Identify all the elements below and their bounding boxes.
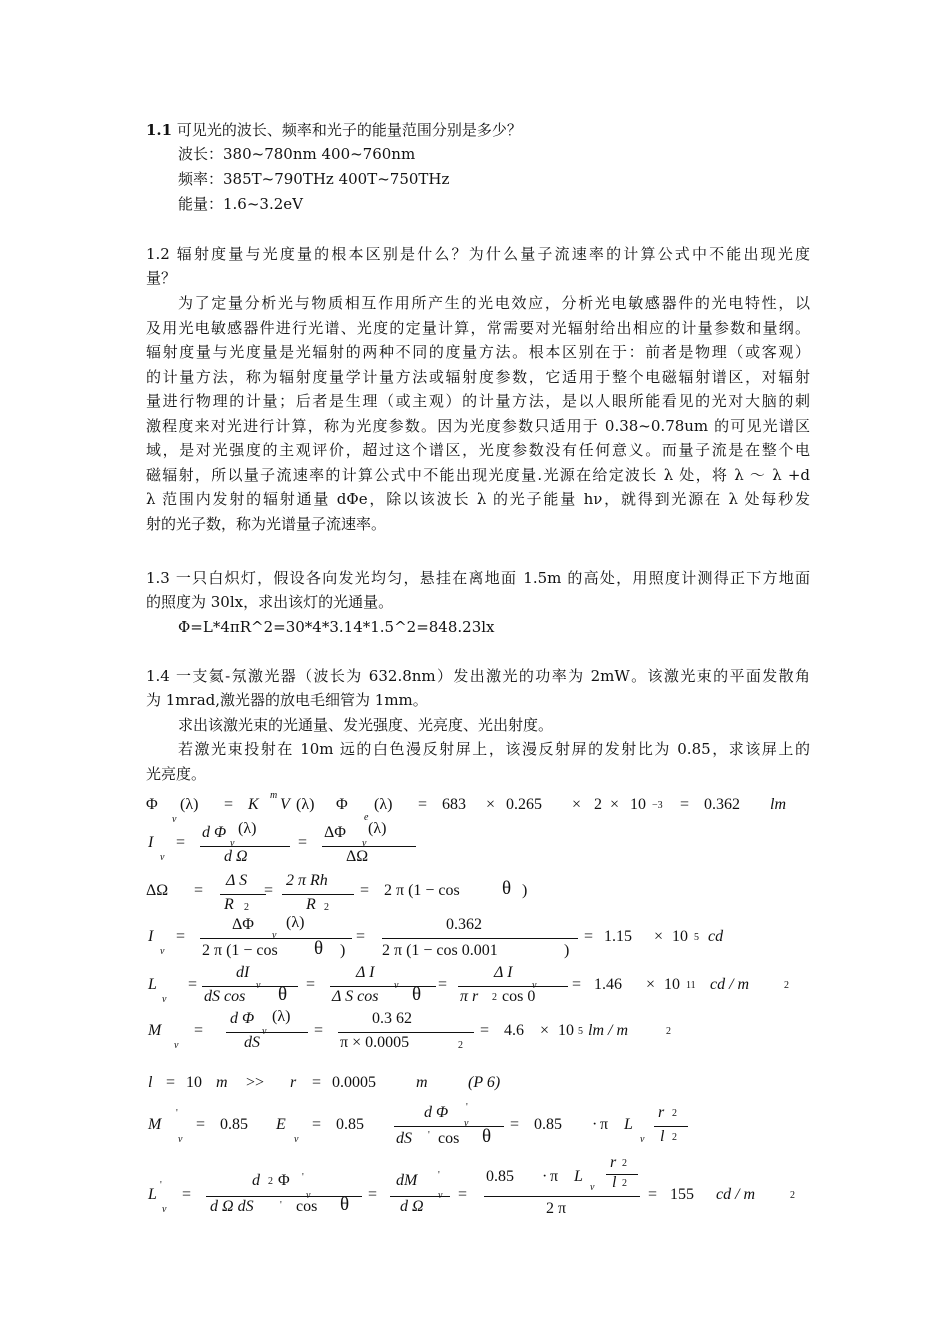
eq-equals: = bbox=[572, 976, 582, 993]
answer-paragraph-line: 辐射度量与光度量是光辐射的两种不同的度量方法。根本区别在于：前者是物理（或客观） bbox=[146, 343, 810, 361]
eq-result: 155 bbox=[670, 1186, 694, 1203]
eq-symbol: I bbox=[148, 834, 154, 851]
eq-symbol: l bbox=[148, 1074, 153, 1091]
eq-symbol: M bbox=[148, 1116, 162, 1133]
equation-intensity bbox=[146, 820, 810, 870]
eq-number: 0.85 bbox=[336, 1116, 364, 1133]
eq-theta: θ bbox=[314, 938, 324, 959]
eq-dot: · bbox=[592, 1116, 598, 1133]
question-1-4-line4: 若激光束投射在 10m 远的白色漫反射屏上，该漫反射屏的发射比为 0.85，求该屏上的 bbox=[178, 740, 810, 758]
eq-equals: = bbox=[194, 1022, 204, 1039]
eq-denominator: π × 0.0005 bbox=[340, 1034, 410, 1051]
fraction-bar bbox=[654, 1126, 688, 1127]
eq-sub: v bbox=[464, 1118, 469, 1129]
eq-arg: (λ) bbox=[238, 820, 257, 837]
eq-equals: = bbox=[166, 1074, 176, 1091]
fraction-bar bbox=[200, 938, 352, 939]
eq-denominator: cos bbox=[438, 1130, 460, 1147]
fraction-bar bbox=[390, 1196, 450, 1197]
eq-denominator: R bbox=[306, 896, 316, 913]
eq-numerator: 2 π Rh bbox=[286, 872, 328, 889]
answer-paragraph-line: 域，是对光强度的主观评价，超过这个谱区，光度参数没有任何意义。而量子流是在整个电 bbox=[146, 441, 810, 459]
eq-numerator: d bbox=[252, 1172, 260, 1189]
eq-number: 2 bbox=[594, 796, 602, 813]
question-number: 1.1 bbox=[146, 121, 173, 139]
eq-sub: v bbox=[532, 980, 537, 991]
eq-sub: v bbox=[162, 1204, 167, 1215]
eq-sub: v bbox=[590, 1182, 595, 1193]
eq-sub: v bbox=[162, 994, 167, 1005]
equation-screen-exitance bbox=[146, 1104, 810, 1152]
eq-equals: = bbox=[176, 834, 186, 851]
eq-sub: v bbox=[178, 1134, 183, 1145]
eq-expression: 2 π (1 − cos bbox=[384, 882, 460, 899]
eq-result: 1.46 bbox=[594, 976, 622, 993]
eq-unit: cd bbox=[708, 928, 724, 945]
eq-unit: lm bbox=[770, 796, 786, 813]
eq-arg: (λ) bbox=[180, 796, 199, 813]
answer-paragraph-line: 量进行物理的计量；后者是生理（或主观）的计量方法，是以人眼所能看见的光对大脑的刺 bbox=[146, 392, 810, 410]
equation-distance-condition bbox=[146, 1074, 810, 1100]
answer-wavelength: 波长：380~780nm 400~760nm bbox=[178, 145, 416, 163]
eq-exponent: −3 bbox=[652, 800, 663, 811]
eq-denominator: ΔΩ bbox=[346, 848, 369, 865]
eq-numerator: d Φ bbox=[230, 1010, 255, 1027]
eq-equals: = bbox=[360, 882, 370, 899]
eq-sub: v bbox=[174, 1040, 179, 1051]
eq-equals: = bbox=[648, 1186, 658, 1203]
eq-arg: (λ) bbox=[368, 820, 387, 837]
eq-sub: v bbox=[438, 1190, 443, 1201]
eq-numerator: r bbox=[610, 1154, 617, 1171]
question-text: 可见光的波长、频率和光子的能量范围分别是多少？ bbox=[176, 121, 522, 139]
eq-denominator: d Ω bbox=[400, 1198, 424, 1215]
eq-equals: = bbox=[510, 1116, 520, 1133]
eq-exponent: 2 bbox=[666, 1026, 671, 1037]
eq-equals: = bbox=[584, 928, 594, 945]
eq-exponent: 2 bbox=[268, 1176, 273, 1187]
eq-sub: v bbox=[172, 814, 177, 825]
eq-symbol: Φ bbox=[336, 796, 348, 813]
eq-numerator: ΔΦ bbox=[232, 916, 254, 933]
eq-sub: v bbox=[272, 930, 277, 941]
eq-prime: ' bbox=[160, 1180, 162, 1191]
question-1-4-line1: 1.4 一支氦-氖激光器（波长为 632.8nm）发出激光的功率为 2mW。该激光束的平面发散角 bbox=[146, 667, 810, 685]
eq-times: × bbox=[486, 796, 496, 813]
eq-numerator: Δ S bbox=[226, 872, 248, 889]
eq-exponent: 5 bbox=[578, 1026, 583, 1037]
eq-equals: = bbox=[224, 796, 234, 813]
question-1-4-line3: 求出该激光束的光通量、发光强度、光亮度、光出射度。 bbox=[178, 716, 554, 734]
eq-numerator: 0.362 bbox=[446, 916, 482, 933]
eq-prime: ' bbox=[280, 1200, 282, 1211]
eq-exponent: 2 bbox=[790, 1190, 795, 1201]
equation-exitance bbox=[146, 1010, 810, 1058]
eq-times: × bbox=[610, 796, 620, 813]
eq-unit: lm / m bbox=[588, 1022, 628, 1039]
eq-symbol: M bbox=[148, 1022, 162, 1039]
eq-theta: θ bbox=[502, 878, 512, 899]
eq-numerator: r bbox=[658, 1104, 665, 1121]
eq-denominator: l bbox=[660, 1128, 665, 1145]
eq-numerator: Φ bbox=[278, 1172, 290, 1189]
eq-numerator: ΔΦ bbox=[324, 824, 346, 841]
eq-symbol: E bbox=[276, 1116, 286, 1133]
eq-number: 10 bbox=[664, 976, 680, 993]
eq-sub: e bbox=[364, 812, 369, 823]
question-1-4-line2: 为 1mrad,激光器的放电毛细管为 1mm。 bbox=[146, 691, 428, 709]
answer-paragraph-line: λ 范围内发射的辐射通量 dΦe，除以该波长 λ 的光子能量 hν，就得到光源在 λ 处每秒发 bbox=[146, 490, 810, 508]
eq-denominator: dS bbox=[244, 1034, 260, 1051]
eq-denominator: 2 π (1 − cos bbox=[202, 942, 278, 959]
eq-denominator: R bbox=[224, 896, 234, 913]
eq-equals: = bbox=[298, 834, 308, 851]
eq-exponent: 2 bbox=[622, 1158, 627, 1169]
eq-prime: ' bbox=[176, 1108, 178, 1119]
eq-paren: ) bbox=[340, 942, 346, 959]
eq-result: 0.362 bbox=[704, 796, 740, 813]
eq-reference: (P 6) bbox=[468, 1074, 501, 1091]
eq-numerator: 0.3 62 bbox=[372, 1010, 412, 1027]
eq-symbol: Φ bbox=[146, 796, 158, 813]
eq-equals: = bbox=[188, 976, 198, 993]
answer-paragraph-line: 激程度来对光进行计算，称为光度参数。因为光度参数只适用于 0.38~0.78um 的可见光谱区 bbox=[146, 417, 810, 435]
eq-number: 0.0005 bbox=[332, 1074, 376, 1091]
fraction-bar bbox=[282, 894, 354, 895]
eq-pi: π bbox=[600, 1116, 609, 1133]
fraction-bar bbox=[606, 1174, 638, 1175]
eq-numerator: dI bbox=[236, 964, 250, 981]
eq-dot: · bbox=[542, 1168, 548, 1185]
eq-number: 0.85 bbox=[220, 1116, 248, 1133]
question-1-3-line2: 的照度为 30lx，求出该灯的光通量。 bbox=[146, 593, 394, 611]
eq-unit: m bbox=[416, 1074, 428, 1091]
eq-sub: m bbox=[270, 790, 278, 801]
eq-arg: (λ) bbox=[272, 1008, 291, 1025]
fraction-bar bbox=[206, 1196, 362, 1197]
eq-equals: = bbox=[438, 976, 448, 993]
eq-unit: cd / m bbox=[716, 1186, 756, 1203]
eq-denominator: dS bbox=[396, 1130, 412, 1147]
eq-number: 0.85 bbox=[486, 1168, 514, 1185]
eq-unit: cd / m bbox=[710, 976, 750, 993]
eq-denominator: cos 0 bbox=[502, 988, 536, 1005]
eq-arg: (λ) bbox=[374, 796, 393, 813]
eq-denominator: 2 π bbox=[546, 1200, 567, 1217]
eq-equals: = bbox=[194, 882, 204, 899]
question-1-4-line5: 光亮度。 bbox=[146, 765, 207, 783]
fraction-bar bbox=[220, 894, 266, 895]
fraction-bar bbox=[200, 846, 290, 847]
eq-equals: = bbox=[480, 1022, 490, 1039]
fraction-bar bbox=[226, 1032, 308, 1033]
eq-exponent: 2 bbox=[324, 902, 329, 913]
eq-equals: = bbox=[458, 1186, 468, 1203]
fraction-bar bbox=[484, 1196, 640, 1197]
eq-symbol: L bbox=[148, 976, 157, 993]
question-1-2-line2: 量？ bbox=[146, 269, 177, 287]
eq-times: × bbox=[540, 1022, 550, 1039]
eq-denominator: π r bbox=[460, 988, 479, 1005]
eq-numerator: dM bbox=[396, 1172, 418, 1189]
eq-paren: ) bbox=[564, 942, 570, 959]
eq-sub: v bbox=[230, 838, 235, 849]
eq-pi: π bbox=[550, 1168, 559, 1185]
eq-sub: v bbox=[160, 946, 165, 957]
eq-number: 10 bbox=[630, 796, 646, 813]
equation-intensity-value bbox=[146, 916, 810, 964]
eq-symbol: L bbox=[148, 1186, 157, 1203]
eq-sub: v bbox=[256, 980, 261, 991]
eq-equals: = bbox=[306, 976, 316, 993]
eq-number: 10 bbox=[558, 1022, 574, 1039]
eq-times: × bbox=[646, 976, 656, 993]
answer-paragraph-line: 磁辐射，所以量子流速率的计算公式中不能出现光度量.光源在给定波长 λ 处，将 λ ～ λ +d bbox=[146, 466, 810, 484]
eq-unit: m bbox=[216, 1074, 228, 1091]
eq-sub: v bbox=[262, 1026, 267, 1037]
eq-equals: = bbox=[312, 1116, 322, 1133]
eq-number: 10 bbox=[186, 1074, 202, 1091]
eq-exponent: 2 bbox=[244, 902, 249, 913]
answer-frequency: 频率：385T~790THz 400T~750THz bbox=[178, 170, 450, 188]
eq-much-greater: >> bbox=[246, 1074, 265, 1091]
eq-exponent: 5 bbox=[694, 932, 699, 943]
eq-exponent: 2 bbox=[784, 980, 789, 991]
eq-denominator: Δ S cos bbox=[332, 988, 379, 1005]
eq-equals: = bbox=[182, 1186, 192, 1203]
eq-number: 0.265 bbox=[506, 796, 542, 813]
eq-equals: = bbox=[264, 882, 274, 899]
eq-exponent: 2 bbox=[672, 1108, 677, 1119]
question-1-3-line1: 1.3 一只白炽灯，假设各向发光均匀，悬挂在离地面 1.5m 的高处，用照度计测得正下方地面 bbox=[146, 569, 810, 587]
eq-theta: θ bbox=[278, 984, 288, 1005]
eq-theta: θ bbox=[340, 1194, 350, 1215]
eq-denominator: cos bbox=[296, 1198, 318, 1215]
eq-result: 4.6 bbox=[504, 1022, 524, 1039]
eq-equals: = bbox=[356, 928, 366, 945]
eq-numerator: Δ I bbox=[356, 964, 375, 981]
eq-sub: v bbox=[160, 852, 165, 863]
eq-sub: v bbox=[394, 980, 399, 991]
eq-result: 1.15 bbox=[604, 928, 632, 945]
eq-numerator: Δ I bbox=[494, 964, 513, 981]
eq-sub: v bbox=[306, 1190, 311, 1201]
eq-sub: v bbox=[294, 1134, 299, 1145]
eq-exponent: 2 bbox=[672, 1132, 677, 1143]
eq-denominator: l bbox=[612, 1174, 617, 1191]
eq-sub: v bbox=[362, 838, 367, 849]
equation-solid-angle bbox=[146, 872, 810, 918]
eq-denominator: dS cos bbox=[204, 988, 246, 1005]
eq-prime: ' bbox=[438, 1170, 440, 1181]
eq-equals: = bbox=[196, 1116, 206, 1133]
eq-paren: ) bbox=[522, 882, 528, 899]
equation-screen-luminance bbox=[146, 1154, 810, 1222]
fraction-bar bbox=[338, 1032, 474, 1033]
answer-paragraph-line: 的计量方法，称为辐射度量学计量方法或辐射度参数，它适用于整个电磁辐射谱区，对辐射 bbox=[146, 368, 810, 386]
eq-prime: ' bbox=[428, 1130, 430, 1141]
equation-luminance bbox=[146, 964, 810, 1012]
eq-numerator: d Φ bbox=[202, 824, 227, 841]
eq-symbol: L bbox=[624, 1116, 633, 1133]
eq-number: 683 bbox=[442, 796, 466, 813]
eq-arg: (λ) bbox=[296, 796, 315, 813]
eq-exponent: 2 bbox=[622, 1178, 627, 1189]
eq-denominator: d Ω dS bbox=[210, 1198, 254, 1215]
eq-numerator: d Φ bbox=[424, 1104, 449, 1121]
eq-times: × bbox=[572, 796, 582, 813]
eq-symbol: r bbox=[290, 1074, 297, 1091]
fraction-bar bbox=[458, 986, 568, 987]
eq-times: × bbox=[654, 928, 664, 945]
eq-prime: ' bbox=[466, 1102, 468, 1113]
eq-sub: v bbox=[640, 1134, 645, 1145]
fraction-bar bbox=[382, 938, 578, 939]
eq-exponent: 11 bbox=[686, 980, 696, 991]
eq-equals: = bbox=[314, 1022, 324, 1039]
eq-symbol: ΔΩ bbox=[146, 882, 169, 899]
eq-equals: = bbox=[368, 1186, 378, 1203]
eq-equals: = bbox=[176, 928, 186, 945]
eq-symbol: K bbox=[248, 796, 259, 813]
answer-paragraph-line: 及用光电敏感器件进行光谱、光度的定量计算，常需要对光辐射给出相应的计量参数和量纲。 bbox=[146, 319, 810, 337]
eq-equals: = bbox=[312, 1074, 322, 1091]
eq-exponent: 2 bbox=[492, 992, 497, 1003]
answer-energy: 能量：1.6~3.2eV bbox=[178, 195, 303, 213]
eq-symbol: L bbox=[574, 1168, 583, 1185]
eq-number: 10 bbox=[672, 928, 688, 945]
question-1-2-line1: 1.2 辐射度量与光度量的根本区别是什么？为什么量子流速率的计算公式中不能出现光度 bbox=[146, 245, 810, 263]
question-1-1 bbox=[146, 118, 810, 142]
eq-prime: ' bbox=[302, 1172, 304, 1183]
eq-symbol: V bbox=[280, 796, 290, 813]
eq-theta: θ bbox=[412, 984, 422, 1005]
eq-denominator: d Ω bbox=[224, 848, 248, 865]
answer-paragraph-line: 为了定量分析光与物质相互作用所产生的光电效应，分析光电敏感器件的光电特性，以 bbox=[178, 294, 810, 312]
eq-symbol: I bbox=[148, 928, 154, 945]
eq-exponent: 2 bbox=[458, 1040, 463, 1051]
eq-number: 0.85 bbox=[534, 1116, 562, 1133]
answer-paragraph-line: 射的光子数，称为光谱量子流速率。 bbox=[146, 515, 387, 533]
eq-equals: = bbox=[418, 796, 428, 813]
fraction-bar bbox=[322, 846, 416, 847]
eq-theta: θ bbox=[482, 1126, 492, 1147]
answer-formula: Φ=L*4πR^2=30*4*3.14*1.5^2=848.23lx bbox=[178, 618, 495, 636]
eq-equals: = bbox=[680, 796, 690, 813]
eq-denominator: 2 π (1 − cos 0.001 bbox=[382, 942, 498, 959]
eq-arg: (λ) bbox=[286, 914, 305, 931]
